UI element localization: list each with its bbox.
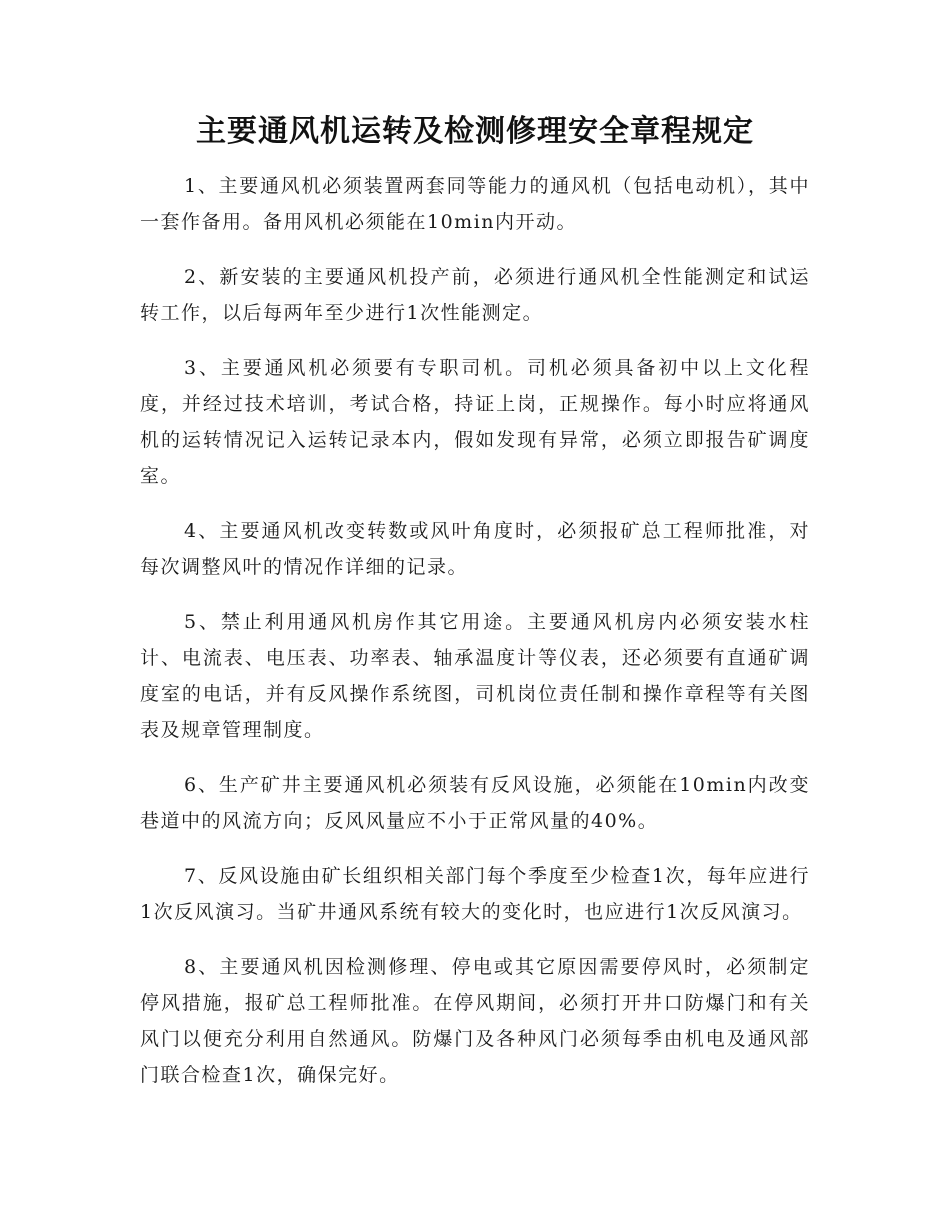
paragraph-6: 6、生产矿井主要通风机必须装有反风设施，必须能在10min内改变巷道中的风流方向；反风风量应不小于正常风量的40%。 [140, 774, 810, 832]
document-title: 主要通风机运转及检测修理安全章程规定 [196, 114, 754, 149]
paragraph-4: 4、主要通风机改变转数或风叶角度时，必须报矿总工程师批准，对每次调整风叶的情况作详细的记录。 [140, 520, 810, 578]
paragraph-1: 1、主要通风机必须装置两套同等能力的通风机（包括电动机），其中一套作备用。备用风机必须能在10min内开动。 [140, 175, 810, 233]
paragraph-8: 8、主要通风机因检测修理、停电或其它原因需要停风时，必须制定停风措施，报矿总工程师批准。在停风期间，必须打开井口防爆门和有关风门以便充分利用自然通风。防爆门及各种风门必须每季由机电及通风部门联合检查1次，确保完好。 [140, 956, 810, 1086]
document-body [140, 168, 810, 1112]
paragraph-2: 2、新安装的主要通风机投产前，必须进行通风机全性能测定和试运转工作，以后每两年至少进行1次性能测定。 [140, 266, 810, 324]
paragraph-3: 3、主要通风机必须要有专职司机。司机必须具备初中以上文化程度，并经过技术培训，考试合格，持证上岗，正规操作。每小时应将通风机的运转情况记入运转记录本内，假如发现有异常，必须立即报告矿调度室。 [140, 357, 810, 487]
paragraph-7: 7、反风设施由矿长组织相关部门每个季度至少检查1次，每年应进行1次反风演习。当矿井通风系统有较大的变化时，也应进行1次反风演习。 [140, 865, 810, 923]
paragraph-5: 5、禁止利用通风机房作其它用途。主要通风机房内必须安装水柱计、电流表、电压表、功率表、轴承温度计等仪表，还必须要有直通矿调度室的电话，并有反风操作系统图，司机岗位责任制和操作章程等有关图表及规章管理制度。 [140, 611, 810, 741]
